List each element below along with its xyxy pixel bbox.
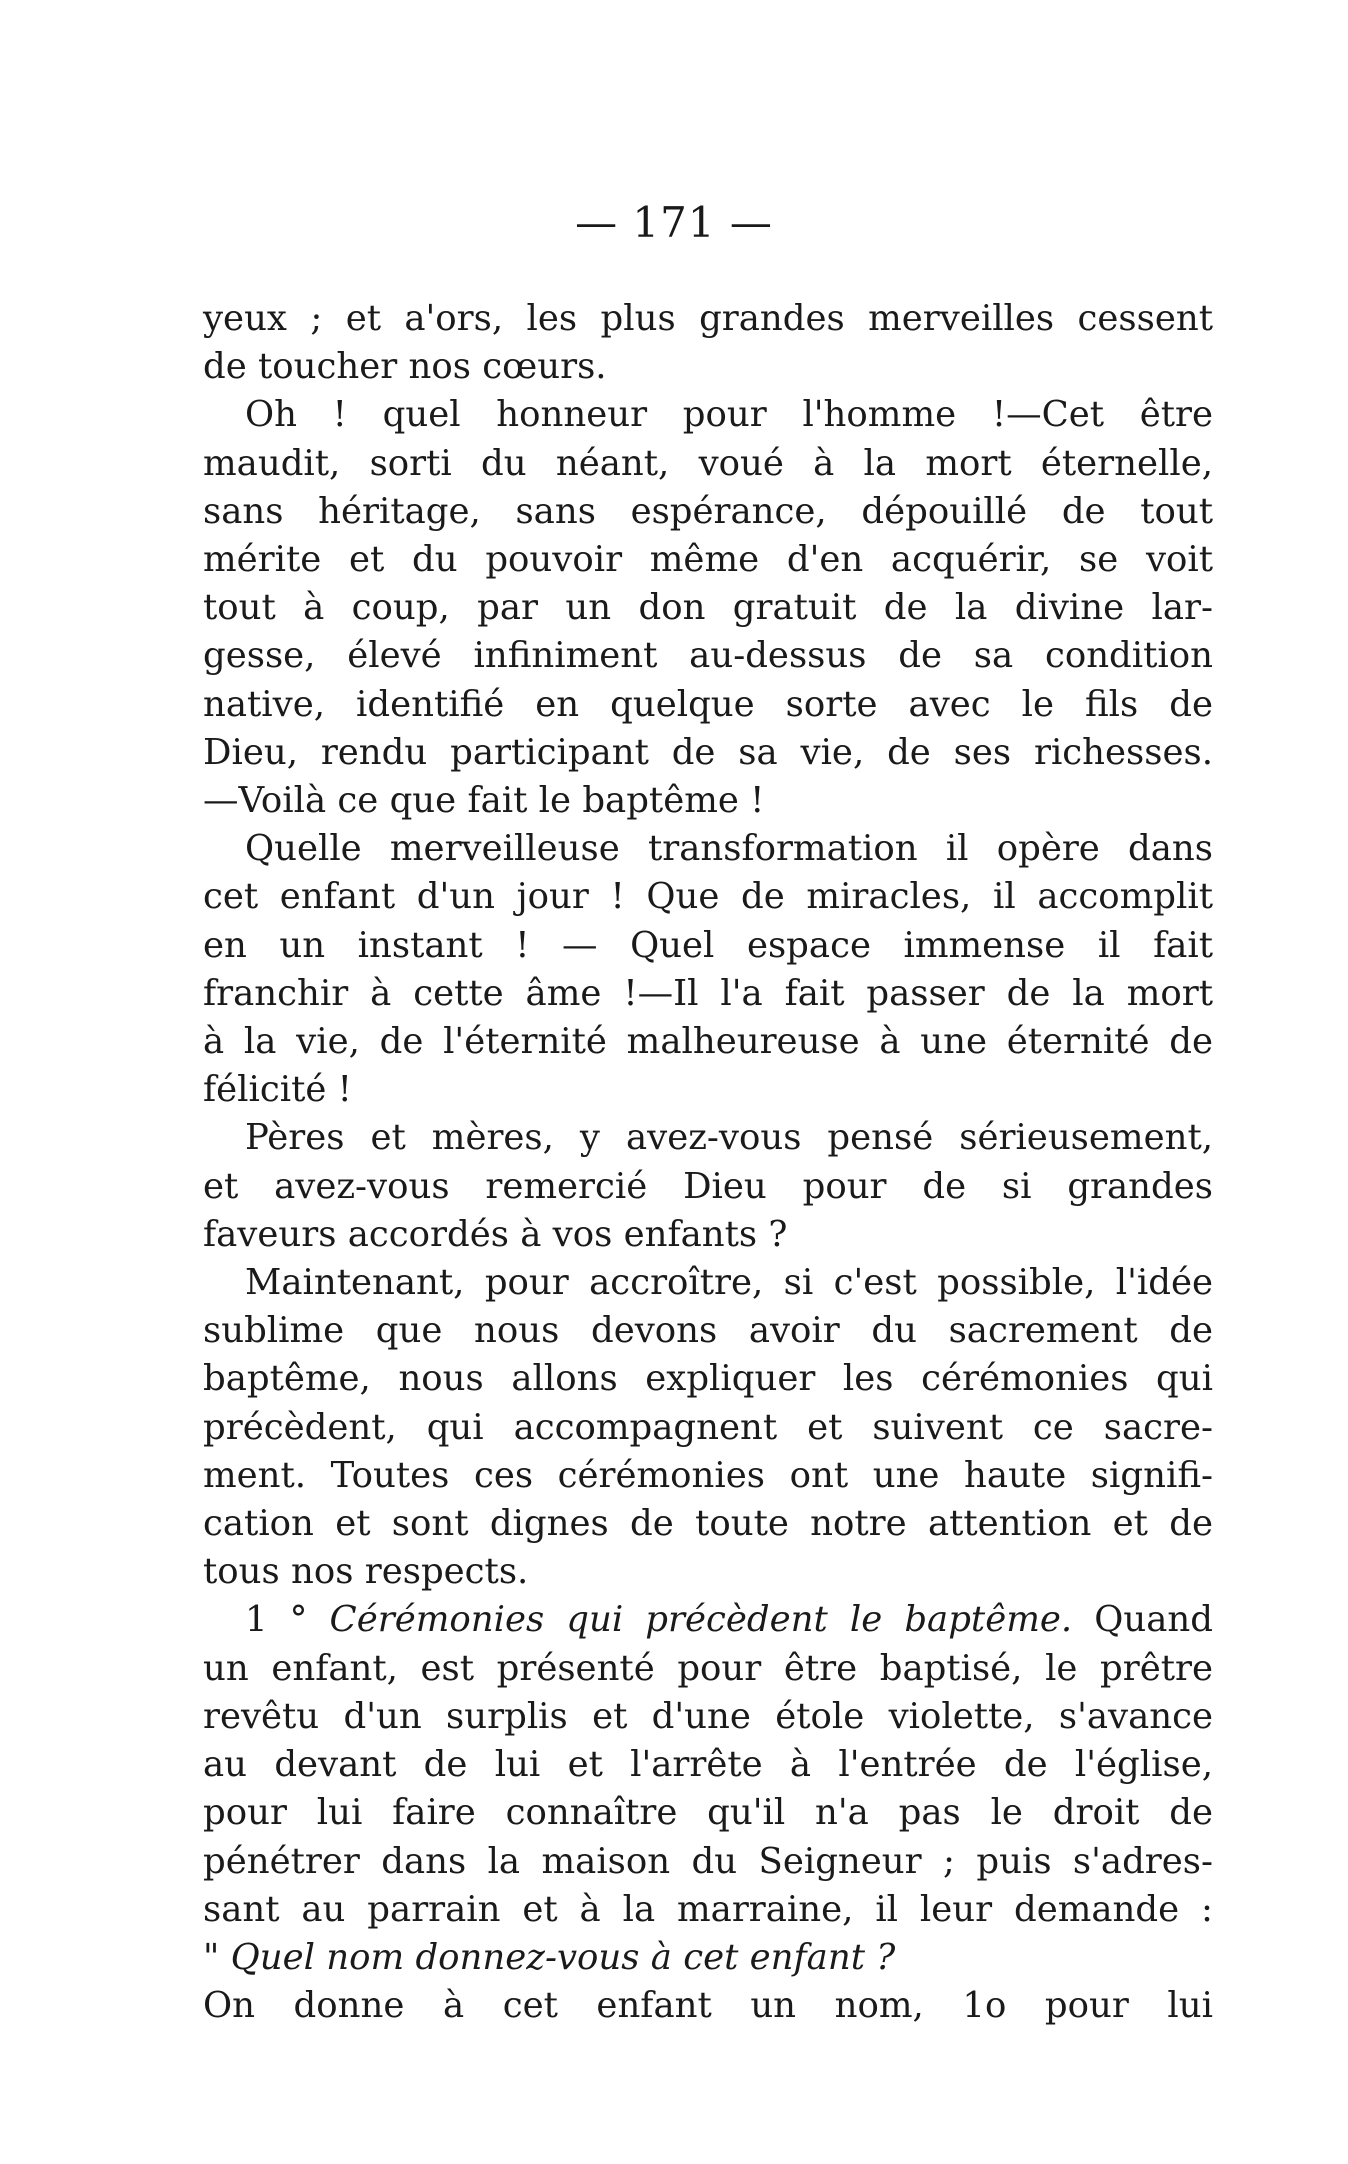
text-line: tous nos respects. xyxy=(203,1551,529,1593)
section-number: 1 ° xyxy=(245,1599,308,1641)
body-text xyxy=(203,295,1213,2030)
text-line: native, identifié en quelque sorte avec le fils de xyxy=(203,683,1213,725)
text-line: yeux ; et a'ors, les plus grandes merveilles cessent xyxy=(203,298,1213,339)
section-title: Cérémonies qui précèdent le baptême. xyxy=(329,1599,1073,1641)
quote-open-mark: " xyxy=(203,1936,220,1978)
section-heading-continuation: Quand xyxy=(1094,1599,1214,1641)
text-line: au devant de lui et l'arrête à l'entrée de l'église, xyxy=(203,1744,1213,1786)
text-line: mérite et du pouvoir même d'en acquérir, se voit xyxy=(203,539,1213,581)
paragraph-after-heading xyxy=(203,1645,1213,1934)
text-line: Dieu, rendu participant de sa vie, de ses richesses. xyxy=(203,731,1213,773)
text-line: un enfant, est présenté pour être baptisé, le prêtre xyxy=(203,1647,1213,1689)
text-line: maudit, sorti du néant, voué à la mort éternelle, xyxy=(203,442,1213,484)
text-line: sant au parrain et à la marraine, il leur demande : xyxy=(203,1888,1213,1930)
text-line: Quelle merveilleuse transformation il opère dans xyxy=(245,828,1213,870)
text-line: faveurs accordés à vos enfants ? xyxy=(203,1213,788,1255)
text-line: cation et sont dignes de toute notre attention et de xyxy=(203,1503,1213,1545)
text-line: sans héritage, sans espérance, dépouillé de tout xyxy=(203,490,1213,532)
final-line: On donne à cet enfant un nom, 1o pour lui xyxy=(203,1985,1213,2027)
text-line: Pères et mères, y avez-vous pensé sérieusement, xyxy=(245,1117,1213,1159)
text-line: précèdent, qui accompagnent et suivent ce sacre- xyxy=(203,1406,1213,1448)
section-heading-line xyxy=(203,1596,1213,1644)
page-number: — 171 — xyxy=(575,198,773,247)
text-line: tout à coup, par un don gratuit de la divine lar- xyxy=(203,587,1213,629)
paragraphs-before-heading xyxy=(203,295,1213,1596)
text-line: —Voilà ce que fait le baptême ! xyxy=(203,780,765,822)
text-line: sublime que nous devons avoir du sacrement de xyxy=(203,1310,1213,1352)
text-line: de toucher nos cœurs. xyxy=(203,346,607,388)
text-line: en un instant ! — Quel espace immense il fait xyxy=(203,924,1213,966)
text-line: pénétrer dans la maison du Seigneur ; puis s'adres- xyxy=(203,1840,1213,1882)
text-line: et avez-vous remercié Dieu pour de si grandes xyxy=(203,1165,1213,1207)
text-line: à la vie, de l'éternité malheureuse à une éternité de xyxy=(203,1021,1213,1063)
text-line: baptême, nous allons expliquer les cérémonies qui xyxy=(203,1358,1213,1400)
quote-text: Quel nom donnez-vous à cet enfant ? xyxy=(230,1936,896,1978)
quote-line xyxy=(203,1934,1213,1982)
text-line: franchir à cette âme !—Il l'a fait passer de la mort xyxy=(203,972,1213,1014)
text-line: félicité ! xyxy=(203,1069,352,1111)
text-line: ment. Toutes ces cérémonies ont une haute signifi- xyxy=(203,1454,1213,1496)
text-line: gesse, élevé infiniment au-dessus de sa condition xyxy=(203,635,1213,677)
text-line: revêtu d'un surplis et d'une étole violette, s'avance xyxy=(203,1695,1213,1737)
text-line: cet enfant d'un jour ! Que de miracles, il accomplit xyxy=(203,876,1213,918)
text-line: Oh ! quel honneur pour l'homme !—Cet être xyxy=(245,394,1213,436)
text-line: Maintenant, pour accroître, si c'est possible, l'idée xyxy=(245,1262,1213,1304)
text-line: pour lui faire connaître qu'il n'a pas le droit de xyxy=(203,1792,1213,1834)
